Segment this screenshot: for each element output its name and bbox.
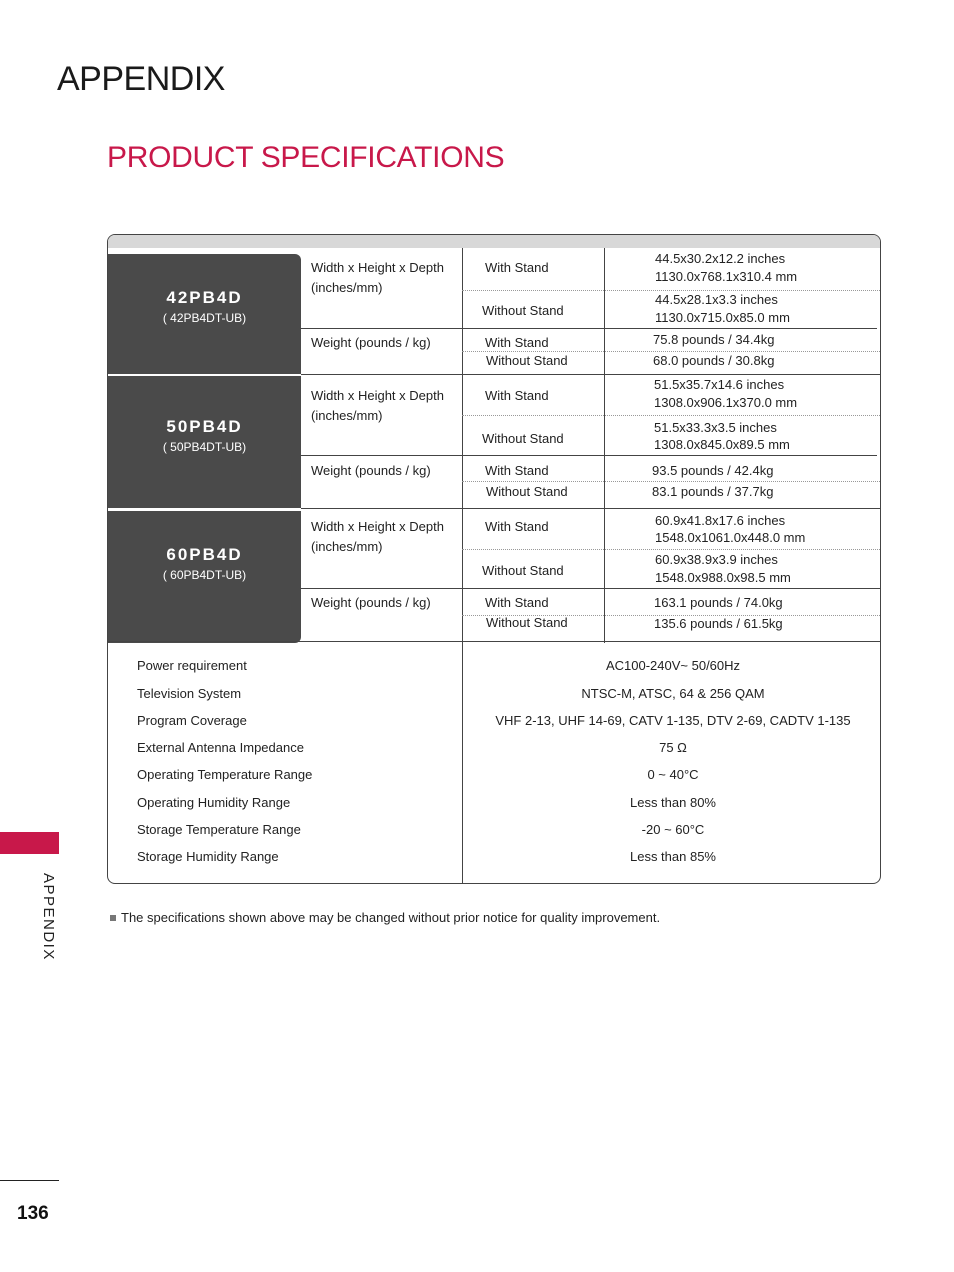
dim-unit: (inches/mm) [311,408,383,423]
spec-table [107,234,881,884]
dim-with-inches: 44.5x30.2x12.2 inches [655,251,786,266]
side-tab-label: APPENDIX [40,873,57,961]
model-code: ( 50PB4DT-UB) [162,440,247,454]
weight-label: Weight (pounds / kg) [311,595,431,610]
model-code: ( 42PB4DT-UB) [162,311,247,325]
model-name: 42PB4D [166,288,243,307]
page-title: PRODUCT SPECIFICATIONS [107,141,505,174]
general-value: 0 ~ 40°C [647,767,699,782]
column-divider [604,248,605,643]
general-value: Less than 85% [629,849,716,864]
weight-with: 75.8 pounds / 34.4kg [653,332,775,347]
model-block-42 [108,254,301,374]
section-header: APPENDIX [57,60,225,98]
without-stand-label: Without Stand [486,484,568,499]
general-label: Storage Temperature Range [137,822,301,837]
dim-with-mm: 1308.0x906.1x370.0 mm [654,395,798,410]
with-stand-label: With Stand [485,463,549,478]
footnote-text: The specifications shown above may be changed without prior notice for quality improvement. [121,910,661,925]
general-value: AC100-240V~ 50/60Hz [605,658,741,673]
general-label: External Antenna Impedance [137,740,304,755]
model-divider [301,374,880,375]
column-divider [462,248,463,884]
dotted-divider [462,549,880,550]
general-value: Less than 80% [629,795,716,810]
without-stand-label: Without Stand [486,353,568,368]
weight-with: 93.5 pounds / 42.4kg [652,463,774,478]
model-name: 50PB4D [166,417,243,436]
general-label: Storage Humidity Range [137,849,279,864]
dim-label: Width x Height x Depth [311,519,444,534]
dim-with-mm: 1130.0x768.1x310.4 mm [655,269,798,284]
general-label: Operating Humidity Range [137,795,291,810]
dim-without-mm: 1308.0x845.0x89.5 mm [654,437,790,452]
dim-label: Width x Height x Depth [311,260,444,275]
weight-label: Weight (pounds / kg) [311,463,431,478]
dim-without-inches: 51.5x33.3x3.5 inches [654,420,777,435]
general-value: VHF 2-13, UHF 14-69, CATV 1-135, DTV 2-69, CADTV 1-135 [495,713,851,728]
dim-without-inches: 44.5x28.1x3.3 inches [655,292,778,307]
without-stand-label: Without Stand [482,563,564,578]
with-stand-label: With Stand [485,388,549,403]
dim-with-inches: 51.5x35.7x14.6 inches [654,377,785,392]
model-divider [301,508,880,509]
row-divider [301,328,877,329]
model-block-60 [108,511,301,643]
weight-label: Weight (pounds / kg) [311,335,431,350]
without-stand-label: Without Stand [486,615,568,630]
dim-with-mm: 1548.0x1061.0x448.0 mm [655,530,806,545]
with-stand-label: With Stand [485,595,549,610]
dim-without-mm: 1548.0x988.0x98.5 mm [655,570,791,585]
footer-rule [0,1180,59,1181]
footnote [110,910,660,925]
general-label: Program Coverage [137,713,247,728]
row-divider [301,455,877,456]
weight-without: 68.0 pounds / 30.8kg [653,353,775,368]
bullet-square-icon [110,915,116,921]
dim-unit: (inches/mm) [311,539,383,554]
dim-without-mm: 1130.0x715.0x85.0 mm [655,310,790,325]
dim-with-inches: 60.9x41.8x17.6 inches [655,513,786,528]
without-stand-label: Without Stand [482,431,564,446]
weight-with: 163.1 pounds / 74.0kg [654,595,783,610]
general-label: Television System [137,686,242,701]
weight-without: 135.6 pounds / 61.5kg [654,616,783,631]
section-divider [108,641,880,642]
general-value: 75 Ω [659,740,687,755]
model-block-50 [108,376,301,508]
general-value: NTSC-M, ATSC, 64 & 256 QAM [581,686,765,701]
dotted-divider [462,415,880,416]
general-label: Operating Temperature Range [137,767,313,782]
general-label: Power requirement [137,658,247,673]
weight-without: 83.1 pounds / 37.7kg [652,484,774,499]
table-top-bar [108,235,880,248]
with-stand-label: With Stand [485,519,549,534]
general-value: -20 ~ 60°C [641,822,705,837]
model-name: 60PB4D [166,545,243,564]
dim-without-inches: 60.9x38.9x3.9 inches [655,552,778,567]
model-code: ( 60PB4DT-UB) [162,568,247,582]
without-stand-label: Without Stand [482,303,564,318]
dim-unit: (inches/mm) [311,280,383,295]
dim-label: Width x Height x Depth [311,388,444,403]
row-divider [301,588,880,589]
side-tab-marker [0,832,59,854]
with-stand-label: With Stand [485,260,549,275]
page-number: 136 [17,1203,49,1224]
with-stand-label: With Stand [485,335,549,350]
